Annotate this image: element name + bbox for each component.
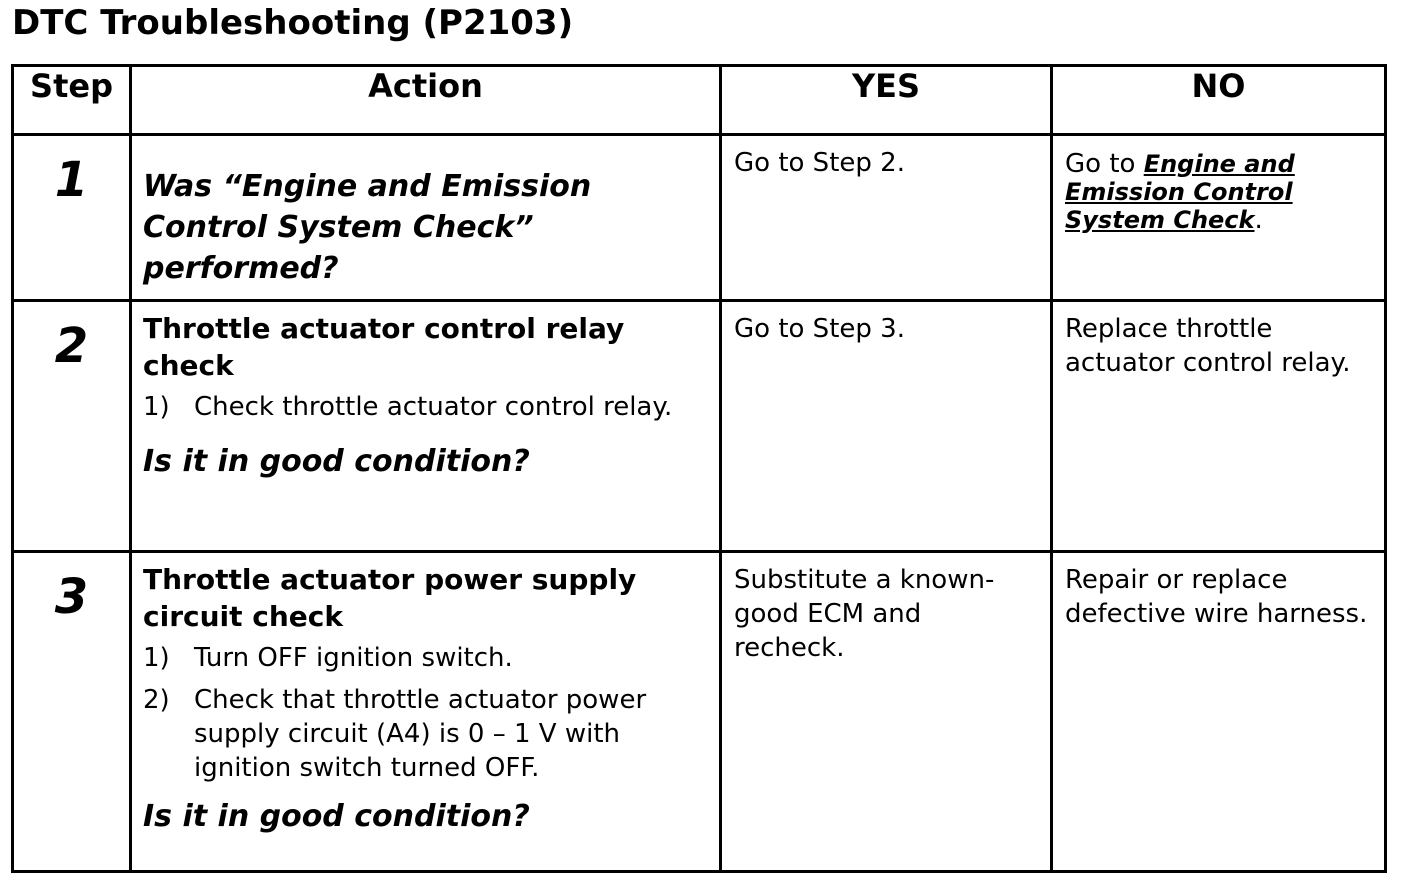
substep-text: Check that throttle actuator power supply circuit (A4) is 0 – 1 V with ignition switch turned OFF. <box>194 685 647 783</box>
no-prefix: Go to <box>1065 149 1144 179</box>
header-action: Action <box>131 66 721 135</box>
substep-number: 1) <box>143 392 170 422</box>
no-suffix: . <box>1254 205 1263 235</box>
action-cell <box>131 135 721 301</box>
yes-cell: Go to Step 2. <box>721 135 1052 301</box>
table-row-step-1 <box>13 135 1386 301</box>
table-header-row <box>13 66 1386 135</box>
engine-emission-check-link[interactable]: Engine and Emission Control System Check <box>1065 150 1295 234</box>
no-cell: Repair or replace defective wire harness. <box>1052 552 1386 872</box>
substep-text: Turn OFF ignition switch. <box>194 643 513 673</box>
substep-item <box>143 683 709 785</box>
substep-item <box>143 390 709 424</box>
action-cell <box>131 552 721 872</box>
action-question: Was “Engine and Emission Control System Check” performed? <box>143 169 592 286</box>
action-title: Throttle actuator power supply circuit check <box>143 563 637 633</box>
step-number: 3 <box>13 552 131 872</box>
substep-text: Check throttle actuator control relay. <box>194 392 673 422</box>
header-no: NO <box>1052 66 1386 135</box>
action-cell <box>131 301 721 552</box>
substep-number: 1) <box>143 643 170 673</box>
yes-cell: Go to Step 3. <box>721 301 1052 552</box>
substep-list <box>143 390 709 424</box>
header-yes: YES <box>721 66 1052 135</box>
substep-number: 2) <box>143 685 170 715</box>
table-row-step-2 <box>13 301 1386 552</box>
step-number: 1 <box>13 135 131 301</box>
yes-cell: Substitute a known-good ECM and recheck. <box>721 552 1052 872</box>
no-cell: Replace throttle actuator control relay. <box>1052 301 1386 552</box>
action-question: Is it in good condition? <box>143 444 530 479</box>
dtc-table <box>11 64 1387 873</box>
substep-list <box>143 641 709 785</box>
step-number: 2 <box>13 301 131 552</box>
page-title: DTC Troubleshooting (P2103) <box>12 3 574 43</box>
action-title: Throttle actuator control relay check <box>143 312 625 382</box>
header-step: Step <box>13 66 131 135</box>
substep-item <box>143 641 709 675</box>
no-cell <box>1052 135 1386 301</box>
action-question: Is it in good condition? <box>143 799 530 834</box>
table-row-step-3 <box>13 552 1386 872</box>
